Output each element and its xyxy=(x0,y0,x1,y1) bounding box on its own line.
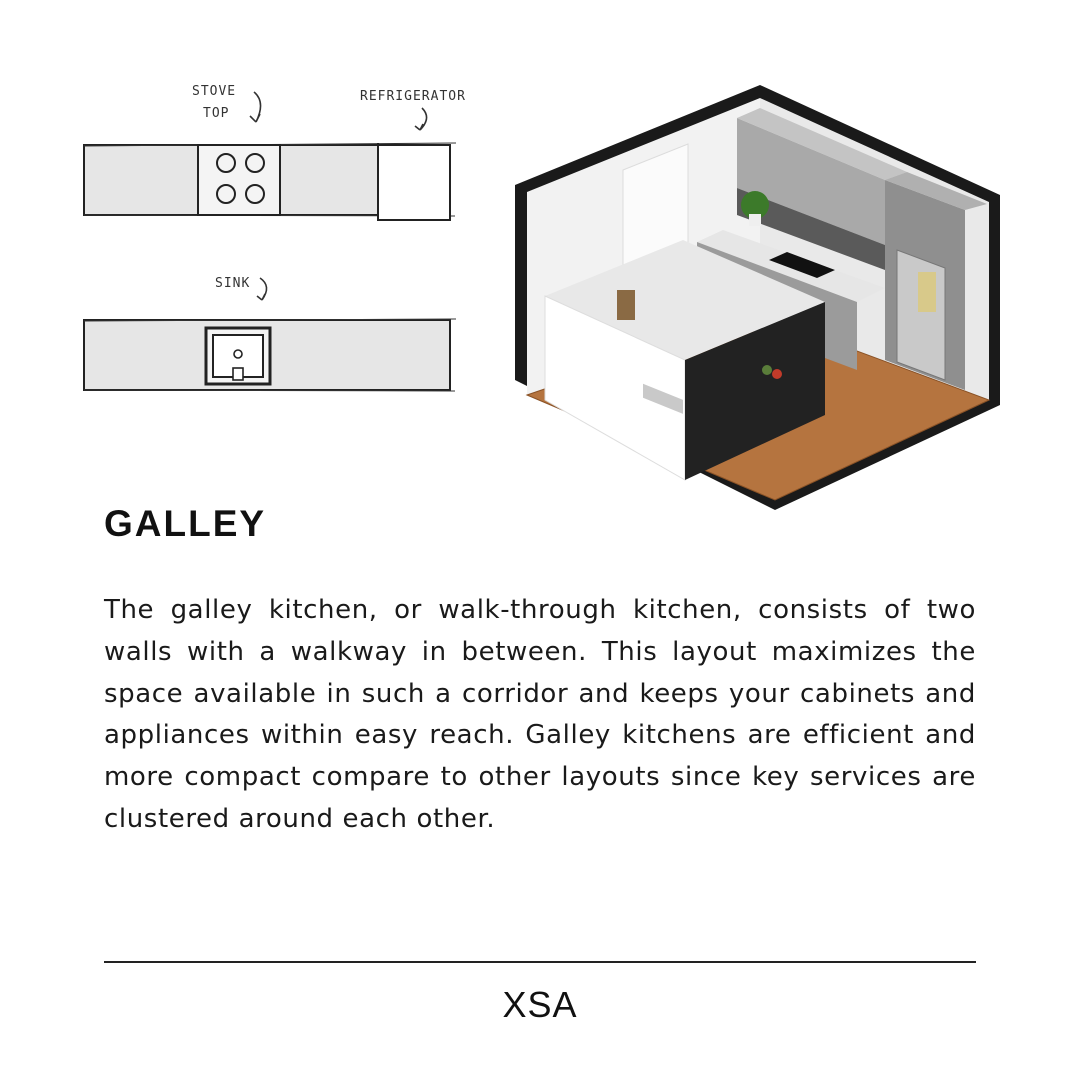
description-paragraph: The galley kitchen, or walk-through kitchen, consists of two walls with a walkway in between. This layout maximizes the space available in such a corridor and keeps your cabinets and appliances within easy reach. Galley kitchens are efficient and more compact compare to other layouts since key services are clustered around each other. xyxy=(104,595,976,834)
page-title: GALLEY xyxy=(104,503,267,544)
sink-label: SINK xyxy=(215,276,251,291)
brand-logo: XSA xyxy=(502,984,578,1025)
refrigerator-label: REFRIGERATOR xyxy=(360,89,466,104)
stove-arrow-icon xyxy=(250,92,261,122)
kitchen-isometric-illustration xyxy=(505,80,1010,520)
refrigerator-arrow-icon xyxy=(415,108,427,130)
refrigerator xyxy=(897,250,945,380)
stove-top xyxy=(198,145,280,215)
sink-arrow-icon xyxy=(257,278,267,300)
stove-top-label-line2: TOP xyxy=(203,106,230,121)
sink xyxy=(206,328,270,384)
stove-top-label: STOVE xyxy=(192,84,237,99)
footer-divider xyxy=(104,961,976,963)
galley-plan-sketch xyxy=(70,70,510,410)
